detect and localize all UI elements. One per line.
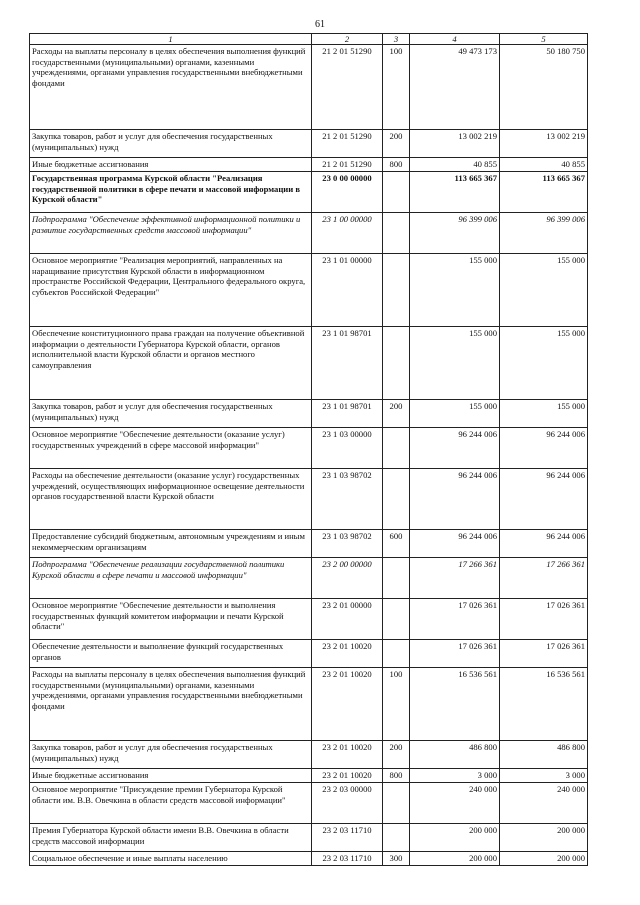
row-code-cell: 23 1 01 98701 — [312, 400, 383, 428]
row-code-cell: 23 2 03 00000 — [312, 783, 383, 824]
row-code-cell: 23 2 01 00000 — [312, 599, 383, 640]
row-name-cell: Премия Губернатора Курской области имени В.В. Овечкина в области средств массовой информации — [30, 824, 312, 852]
row-code-cell: 23 2 03 11710 — [312, 852, 383, 866]
row-expense-type-cell: 100 — [383, 668, 410, 741]
row-sum-year-2-cell: 96 244 006 — [500, 469, 588, 530]
row-sum-year-2-cell: 113 665 367 — [500, 172, 588, 213]
table-row — [30, 558, 588, 599]
row-expense-type-cell: 200 — [383, 741, 410, 769]
column-header-sum-year-1: 4 — [410, 34, 500, 45]
row-name-cell: Расходы на выплаты персоналу в целях обеспечения выполнения функций государственными (муниципальными) органами, казенными учреждениями, органами управления государственными внебюджетными фондами — [30, 668, 312, 741]
row-sum-year-1-cell: 96 244 006 — [410, 469, 500, 530]
row-code-cell: 23 1 03 00000 — [312, 428, 383, 469]
table-row — [30, 172, 588, 213]
row-sum-year-1-cell: 3 000 — [410, 769, 500, 783]
row-expense-type-cell — [383, 558, 410, 599]
row-expense-type-cell — [383, 824, 410, 852]
row-expense-type-cell — [383, 469, 410, 530]
column-header-sum-year-2: 5 — [500, 34, 588, 45]
table-row — [30, 530, 588, 558]
row-expense-type-cell — [383, 172, 410, 213]
row-code-cell: 23 2 01 10020 — [312, 640, 383, 668]
row-sum-year-2-cell: 17 266 361 — [500, 558, 588, 599]
row-name-cell: Предоставление субсидий бюджетным, автономным учреждениям и иным некоммерческим организациям — [30, 530, 312, 558]
row-sum-year-1-cell: 200 000 — [410, 852, 500, 866]
column-header-code: 2 — [312, 34, 383, 45]
table-row — [30, 824, 588, 852]
row-name-cell: Основное мероприятие "Присуждение премии Губернатора Курской области им. В.В. Овечкина в области средств массовой информации" — [30, 783, 312, 824]
row-sum-year-1-cell: 113 665 367 — [410, 172, 500, 213]
row-sum-year-2-cell: 3 000 — [500, 769, 588, 783]
column-header-name: 1 — [30, 34, 312, 45]
table-row — [30, 327, 588, 400]
row-expense-type-cell — [383, 213, 410, 254]
row-expense-type-cell — [383, 640, 410, 668]
row-sum-year-2-cell: 200 000 — [500, 824, 588, 852]
row-name-cell: Закупка товаров, работ и услуг для обеспечения государственных (муниципальных) нужд — [30, 130, 312, 158]
row-sum-year-2-cell: 486 800 — [500, 741, 588, 769]
row-sum-year-1-cell: 17 266 361 — [410, 558, 500, 599]
row-name-cell: Государственная программа Курской области "Реализация государственной политики в сфере печати и массовой информации в Курской области" — [30, 172, 312, 213]
row-sum-year-2-cell: 240 000 — [500, 783, 588, 824]
row-sum-year-1-cell: 17 026 361 — [410, 640, 500, 668]
row-sum-year-1-cell: 49 473 173 — [410, 45, 500, 130]
row-sum-year-2-cell: 13 002 219 — [500, 130, 588, 158]
row-expense-type-cell — [383, 327, 410, 400]
row-sum-year-1-cell: 155 000 — [410, 254, 500, 327]
row-sum-year-1-cell: 40 855 — [410, 158, 500, 172]
page-number: 61 — [315, 19, 325, 30]
row-expense-type-cell: 200 — [383, 400, 410, 428]
table-row — [30, 158, 588, 172]
row-expense-type-cell: 800 — [383, 769, 410, 783]
row-name-cell: Закупка товаров, работ и услуг для обеспечения государственных (муниципальных) нужд — [30, 741, 312, 769]
table-row — [30, 741, 588, 769]
row-name-cell: Основное мероприятие "Обеспечение деятельности (оказание услуг) государственных учреждений в сфере массовой информации" — [30, 428, 312, 469]
row-name-cell: Иные бюджетные ассигнования — [30, 769, 312, 783]
table-row — [30, 469, 588, 530]
table-row — [30, 599, 588, 640]
table-row — [30, 45, 588, 130]
row-code-cell: 23 1 03 98702 — [312, 530, 383, 558]
row-expense-type-cell: 800 — [383, 158, 410, 172]
row-expense-type-cell: 600 — [383, 530, 410, 558]
row-sum-year-1-cell: 16 536 561 — [410, 668, 500, 741]
row-expense-type-cell: 200 — [383, 130, 410, 158]
row-sum-year-1-cell: 17 026 361 — [410, 599, 500, 640]
row-name-cell: Основное мероприятие "Реализация мероприятий, направленных на наращивание присутствия Курской области в информационном пространстве Российской Федерации, Центрального федерального округа, субъектов Российской Федерации" — [30, 254, 312, 327]
row-code-cell: 21 2 01 51290 — [312, 130, 383, 158]
row-sum-year-2-cell: 17 026 361 — [500, 599, 588, 640]
table-row — [30, 640, 588, 668]
row-sum-year-1-cell: 240 000 — [410, 783, 500, 824]
row-sum-year-2-cell: 96 244 006 — [500, 530, 588, 558]
row-code-cell: 21 2 01 51290 — [312, 45, 383, 130]
row-sum-year-1-cell: 155 000 — [410, 327, 500, 400]
row-name-cell: Иные бюджетные ассигнования — [30, 158, 312, 172]
row-name-cell: Закупка товаров, работ и услуг для обеспечения государственных (муниципальных) нужд — [30, 400, 312, 428]
row-sum-year-2-cell: 96 244 006 — [500, 428, 588, 469]
row-code-cell: 23 2 01 10020 — [312, 741, 383, 769]
row-sum-year-2-cell: 155 000 — [500, 254, 588, 327]
table-row — [30, 254, 588, 327]
row-sum-year-2-cell: 200 000 — [500, 852, 588, 866]
row-name-cell: Подпрограмма "Обеспечение реализации государственной политики Курской области в сфере печати и массовой информации" — [30, 558, 312, 599]
row-name-cell: Основное мероприятие "Обеспечение деятельности и выполнения государственных функций комитетом информации и печати Курской области" — [30, 599, 312, 640]
row-sum-year-2-cell: 17 026 361 — [500, 640, 588, 668]
row-sum-year-2-cell: 50 180 750 — [500, 45, 588, 130]
table-row — [30, 130, 588, 158]
row-code-cell: 21 2 01 51290 — [312, 158, 383, 172]
table-row — [30, 852, 588, 866]
table-row — [30, 783, 588, 824]
row-expense-type-cell — [383, 254, 410, 327]
row-sum-year-2-cell: 96 399 006 — [500, 213, 588, 254]
row-expense-type-cell: 300 — [383, 852, 410, 866]
row-name-cell: Обеспечение деятельности и выполнение функций государственных органов — [30, 640, 312, 668]
row-code-cell: 23 1 00 00000 — [312, 213, 383, 254]
row-sum-year-1-cell: 155 000 — [410, 400, 500, 428]
column-header-expense-type: 3 — [383, 34, 410, 45]
row-code-cell: 23 2 01 10020 — [312, 668, 383, 741]
row-sum-year-1-cell: 96 244 006 — [410, 428, 500, 469]
row-name-cell: Обеспечение конституционного права граждан на получение объективной информации о деятельности Губернатора Курской области, органов исполнительной власти Курской области и органов местного самоуправления — [30, 327, 312, 400]
row-code-cell: 23 0 00 00000 — [312, 172, 383, 213]
row-expense-type-cell — [383, 599, 410, 640]
table-row — [30, 400, 588, 428]
row-sum-year-1-cell: 200 000 — [410, 824, 500, 852]
table-row — [30, 668, 588, 741]
row-expense-type-cell — [383, 428, 410, 469]
row-code-cell: 23 1 03 98702 — [312, 469, 383, 530]
table-row — [30, 213, 588, 254]
row-sum-year-1-cell: 96 399 006 — [410, 213, 500, 254]
row-code-cell: 23 1 01 00000 — [312, 254, 383, 327]
row-sum-year-2-cell: 16 536 561 — [500, 668, 588, 741]
row-sum-year-1-cell: 96 244 006 — [410, 530, 500, 558]
budget-table — [29, 33, 588, 866]
row-name-cell: Расходы на обеспечение деятельности (оказание услуг) государственных учреждений, осуществляющих информационное освещение деятельности органов государственной власти Курской области — [30, 469, 312, 530]
row-expense-type-cell — [383, 783, 410, 824]
row-sum-year-2-cell: 155 000 — [500, 327, 588, 400]
table-row — [30, 769, 588, 783]
header-row — [30, 34, 588, 45]
row-sum-year-1-cell: 13 002 219 — [410, 130, 500, 158]
row-code-cell: 23 2 01 10020 — [312, 769, 383, 783]
row-code-cell: 23 2 03 11710 — [312, 824, 383, 852]
row-code-cell: 23 2 00 00000 — [312, 558, 383, 599]
row-name-cell: Расходы на выплаты персоналу в целях обеспечения выполнения функций государственными (муниципальными) органами, казенными учреждениями, органами управления государственными внебюджетными фондами — [30, 45, 312, 130]
table-row — [30, 428, 588, 469]
row-sum-year-2-cell: 155 000 — [500, 400, 588, 428]
row-code-cell: 23 1 01 98701 — [312, 327, 383, 400]
row-name-cell: Подпрограмма "Обеспечение эффективной информационной политики и развитие государственных средств массовой информации" — [30, 213, 312, 254]
row-sum-year-1-cell: 486 800 — [410, 741, 500, 769]
row-name-cell: Социальное обеспечение и иные выплаты населению — [30, 852, 312, 866]
row-sum-year-2-cell: 40 855 — [500, 158, 588, 172]
row-expense-type-cell: 100 — [383, 45, 410, 130]
